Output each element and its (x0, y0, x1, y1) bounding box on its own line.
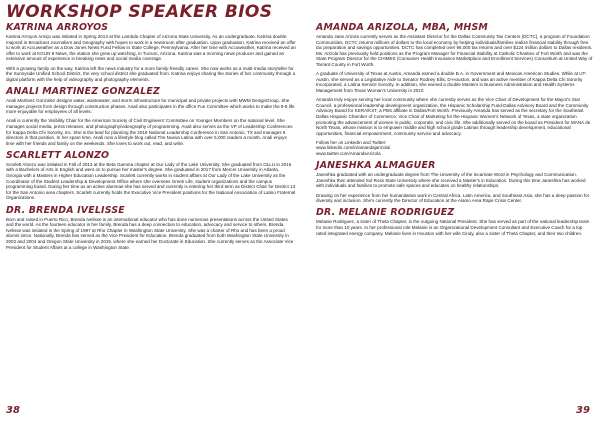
speaker-name: JANESHKA ALMAGUER (316, 160, 436, 172)
social-follow-text: Follow her on LinkedIn and Twitter: (316, 139, 387, 145)
speaker-name: AMANDA ARIZOLA, MBA, MHSM (316, 22, 488, 33)
bio-amanda-arizola (316, 22, 594, 157)
speaker-name: DR. BRENDA IVELISSE (6, 204, 125, 216)
speaker-name: DR. MELANIE RODRIGUEZ (316, 207, 455, 219)
bio-paragraph: Amanda Jane Arizola currently serves as the Assistant Director for the Dallas Community Tax Centers (DCTC), a program of Foundation Communities. DCTC returns millions of dollars to the local economy by helping individuals/families realize financial stability through free tax preparation and savings opportunities. DCTC has completed over 96,000 tax returns and over $124 million dollars to Dallas residents. Ms. Arizola has previously held positions as the Program Manager for Financial Stability at Catholic Charities of Fort Worth and was the State Program Director for the CHIMES (Consumer Health Insurance Marketplace and Enrollment Services) Consortium at United Way of Tarrant County in Fort Worth. (316, 34, 593, 67)
twitter-link[interactable]: www.twitter.com/AmandaArizola (316, 151, 381, 157)
bio-paragraph: With a growing family on the way, Katrina left the news industry for a more family-friendly career. She now works as a multi-media storyteller for the Sunnyside Unified School District, the very school district she graduated from. Katrina enjoys sharing the stories of her community through a digital platform with the help of videography and photography elements. (6, 65, 296, 82)
bio-paragraph: A graduate of University of Texas at Austin, Amanda earned a double B.A. in Government and Mexican American Studies. While at UT-Austin, she served as a Legislative Aide to Senator Rodney Ellis, D-Houston, and was an active member of Kappa Delta Chi Sorority Incorporated, a Latina Service Sorority. In addition, she earned a double Masters in Business Administration and Health Systems Management from Texas Woman's University in 2010. (316, 71, 587, 93)
bio-paragraph: Anali is currently the Visibility Chair for the American Society of Civil Engineers' Committee on Younger Members on the national level. She manages social media, press releases, and photography/videography of programming. Anali also serves as the VP of Leadership Conferences for Kappa Delta Chi Sorority, Inc. She is the lead for planning the 2019 National Leadership Conference in San Antonio, TX and manages 8 directors in that position. In her spare time, Anali runs a lifestyle blog called The Nueva Latina with over 5,000 readers a month. Anali enjoys time with her friends and family on the weekends. She loves to work out, read, and write. (6, 118, 293, 146)
speaker-name: KATRINA ARROYOS (6, 22, 109, 33)
bio-janeshka-almaguer (316, 160, 594, 204)
speaker-name: SCARLETT ALONZO (6, 149, 110, 161)
bio-paragraph: Anali Martinez Gonzalez designs water, wastewater, and storm infrastructure for municipal and private projects with MWM DesignGroup. She manages projects from design through construction phases. Anali also participates in the office Fun Committee which works to make the 9-5 life more enjoyable for employees of all levels. (6, 97, 295, 115)
bio-paragraph: Melanie Rodriguez, a sister of Theta Chapter, is the outgoing National President. She has served as part of the national leadership team for more than 10 years. In her professional role Melanie is an Organizational Development Consultant and Executive Coach for a top rated integrated energy company. Melanie lives in Houston with her wife Cindy, also a sister of Theta Chapter, and their two children. (316, 219, 590, 236)
bio-anali-martinez-gonzalez (6, 86, 296, 146)
bio-scarlett-alonzo (6, 150, 296, 201)
bio-katrina-arroyos (6, 22, 296, 82)
bio-paragraph: Drawing on her experience from her humanitarian work in Central Africa, Latin America, and Southeast Asia, she has a deep passion for diversity and inclusion. She's currently the Director of Education at the Alamo Area Rape Crisis Center. (316, 192, 590, 204)
bio-melanie-rodriguez (316, 207, 594, 236)
bio-paragraph: Janeshka graduated with an undergraduate degree from The University of the Incarnate Word in Psychology and Communication. Janeshka then attended Sul Ross State University where she received a Master's in Education. During this time Janeshka has worked with individuals and families to promote safe spaces and educates on healthy relationships. (316, 172, 586, 189)
left-column (6, 22, 296, 254)
bio-paragraph: Katrina Arroyos Armijo was initiated in Spring 2013 at the Lambda Chapter of Arizona State University. As an undergraduate, Katrina double majored in Broadcast Journalism and Geography with hopes to work in a newsroom after graduation. Upon graduation, Katrina received an offer to work at Accuweather as a Dow Jones News Fund Fellow in State College, Pennsylvania. After her time with Accuweather, Katrina received an offer to work at KGUN 9 News, the station she grew up watching, in Tucson, Arizona. Katrina was a morning news producer and gained an extensive amount of experience in breaking news and social media coverage. (6, 34, 296, 62)
speaker-name: ANALI MARTINEZ GONZALEZ (6, 85, 160, 97)
page-title: WORKSHOP SPEAKER BIOS (6, 2, 273, 22)
bio-paragraph: Scarlett Alonzo was initiated in Fall of 2013 at the Beta Gamma chapter at Our Lady of the Lake University. She graduated from OLLU in 2016 with a Bachelors of Arts in English and went on to pursue her master's degree. She graduated in 2017 from Mercer University in Atlanta, Georgia with a Masters in Higher Education Leadership. Scarlett currently works in student affairs at Our Lady of the Lake University as the Coordinator of the Student Leadership & Development Office where she oversees Greek Life, student organizations and the campus programming board. During her time as an active alumnae she has served and currently is entering her third term as District Chair for District 13 for the San Antonio area chapters. Scarlett currently holds the Executive Vice President positions for the National Association of Latino Fraternal Organizations. (6, 161, 296, 201)
bio-paragraph: Amanda truly enjoys serving her local community where she currently serves as the Vice Chair of Development for the Mayor's Star Council, a professional leadership development organization, the Hispanic Scholarship Fund-Dallas Advisory Board and the Community Advisory Board for KERA/KXT, a PBS affiliate in Dallas/Fort Worth. Previously Amanda has served as the secretary for the Southeast Dallas Hispanic Chamber of Commerce, Vice Chair of Marketing for the Hispanic Women's Network of Texas, a state organization promoting the advancement of women in public, corporate, and civic life. She additionally served on the board as President for MANA de North Texas, whose mission is to empower middle and high school grade Latinas through leadership development, educational opportunities, financial empowerment, community service and advocacy. (316, 97, 591, 136)
bio-paragraph: Born and raised in Puerto Rico, Brenda Ivelisse is an international educator who has done numerous presentations across the United States and the world. As the fourteen educator in her family, Brenda has a deep connection to education, advocacy and service to others. Brenda Ivelisse was initiated in the Spring of 1997 at Rho Chapter in Washington State University. She was a charter of Rho and has been a proud alumni since. Nationally, Brenda has served as the Vice President for Education. Brenda graduated from both Washington State University in 2002 and 2004 and Oregon State University in 2015, where she earned her Doctorate in Education. She currently serves as the Associate Vice President for Student Affairs at a college in Washington State. (6, 216, 294, 250)
right-page-number: 39 (576, 405, 590, 416)
bio-brenda-ivelisse (6, 205, 296, 251)
linkedin-link[interactable]: www.linkedin.com/in/amandajarizola/ (316, 145, 391, 151)
left-page-number: 38 (6, 405, 20, 416)
right-column (316, 22, 594, 240)
